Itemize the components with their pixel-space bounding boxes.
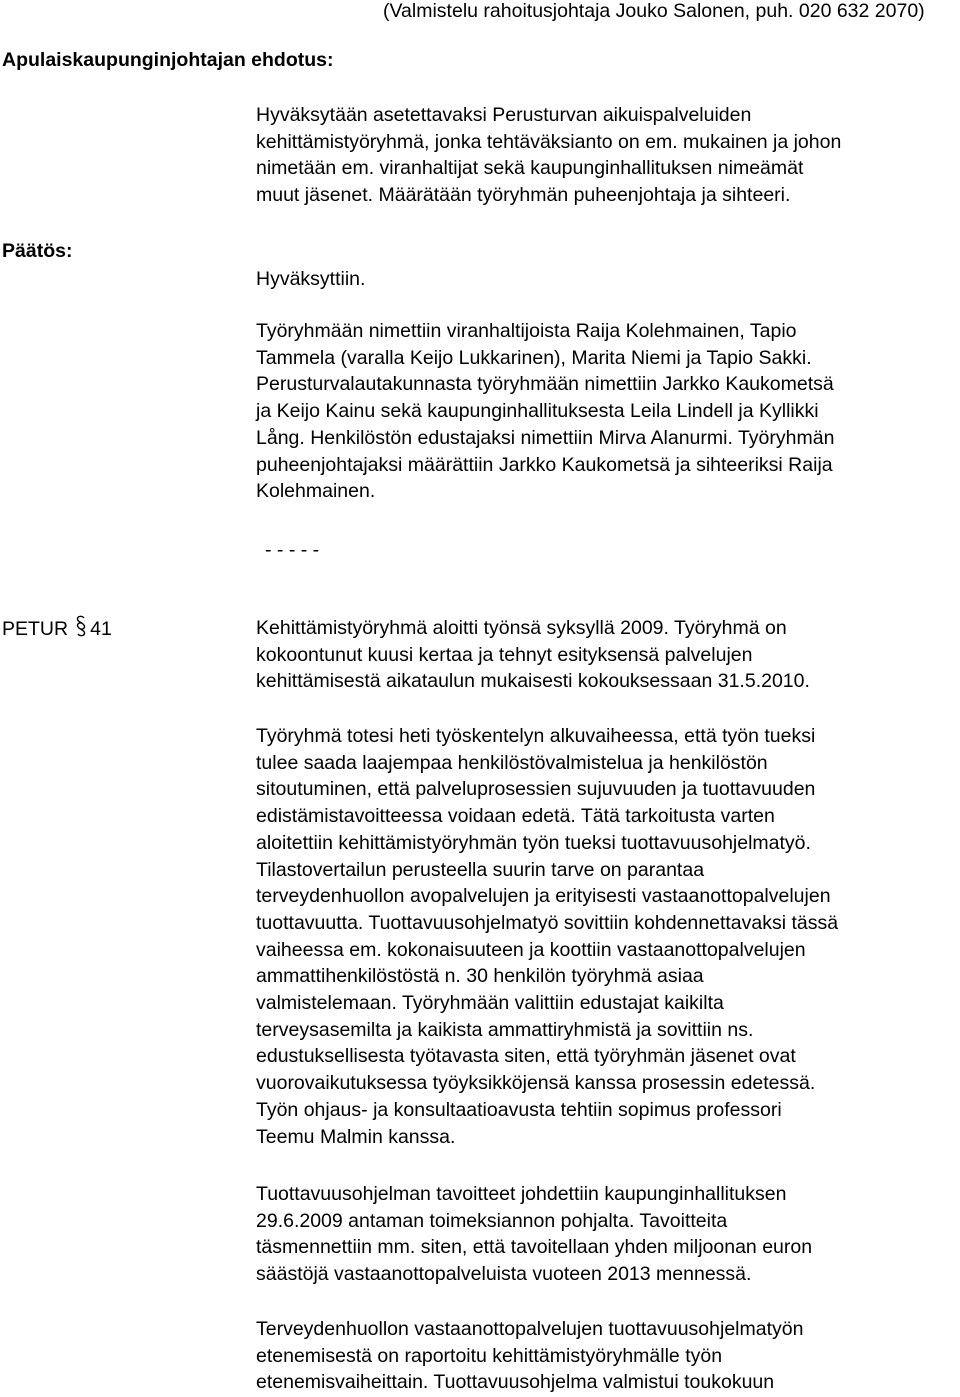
section-line: tulee saada laajempaa henkilöstövalmistelua ja henkilöstön [256, 751, 768, 774]
decision-line: Työryhmään nimettiin viranhaltijoista Raija Kolehmainen, Tapio [256, 320, 797, 342]
section-line: vaiheessa em. kokonaisuuteen ja koottiin vastaanottopalvelujen [256, 938, 806, 961]
section-line: valmistelemaan. Työryhmään valittiin edustajat kaikilta [256, 992, 724, 1015]
section-line: täsmennettiin mm. siten, että tavoitellaan yhden miljoonan euron [256, 1236, 813, 1259]
section-line: sitoutuminen, että palveluprosessien sujuvuuden ja tuottavuuden [256, 778, 816, 801]
section-line: edustuksellisesta työtavasta siten, että työryhmän jäsenet ovat [256, 1045, 796, 1068]
separator: - - - - - [265, 539, 320, 561]
section-line: terveysasemilta ja kaikista ammattiryhmistä ja sovittiin ns. [256, 1018, 754, 1041]
decision-line: puheenjohtajaksi määrättiin Jarkko Kaukometsä ja sihteeriksi Raija [256, 453, 833, 476]
section-number: 41 [90, 618, 112, 641]
section-heading [2, 615, 112, 645]
decision-line: Lång. Henkilöstön edustajaksi nimettiin Mirva Alanurmi. Työryhmän [256, 426, 835, 449]
section-line: etenemisestä on raportoitu kehittämistyöryhmälle työn [256, 1344, 723, 1367]
proposal-line: Hyväksytään asetettavaksi Perusturvan aikuispalveluiden [256, 104, 752, 126]
section-line: Tuottavuusohjelman tavoitteet johdettiin kaupunginhallituksen [256, 1183, 787, 1205]
section-line: Teemu Malmin kanssa. [256, 1125, 456, 1148]
proposal-line: nimetään em. viranhaltijat sekä kaupunginhallituksen nimeämät [256, 157, 804, 180]
decision-line: ja Keijo Kainu sekä kaupunginhallituksesta Leila Lindell ja Kyllikki [256, 400, 819, 423]
proposal-label: Apulaiskaupunginjohtajan ehdotus: [2, 49, 334, 71]
proposal-line: kehittämistyöryhmä, jonka tehtäväksianto on em. mukainen ja johon [256, 130, 842, 153]
section-line: Työryhmä totesi heti työskentelyn alkuvaiheessa, että työn tueksi [256, 725, 816, 747]
decision-line: Tammela (varalla Keijo Lukkarinen), Marita Niemi ja Tapio Sakki. [256, 346, 812, 369]
section-line: Terveydenhuollon vastaanottopalvelujen tuottavuusohjelmatyön [256, 1318, 804, 1340]
decision-text [256, 318, 946, 505]
section-line: kehittämisestä aikataulun mukaisesti kokouksessaan 31.5.2010. [256, 670, 810, 693]
section-line: kokoontunut kuusi kertaa ja tehnyt esityksensä palvelujen [256, 643, 753, 666]
section-line: etenemisvaiheittain. Tuottavuusohjelma valmistui toukokuun [256, 1371, 775, 1394]
section-paragraph [256, 615, 946, 695]
section-line: tuottavuutta. Tuottavuusohjelmatyö sovittiin kohdennettavaksi tässä [256, 911, 839, 934]
proposal-line: muut jäsenet. Määrätään työryhmän puheenjohtaja ja sihteeri. [256, 184, 791, 207]
section-code: PETUR [2, 618, 69, 641]
section-sign-icon [73, 615, 89, 645]
section-paragraph [256, 1181, 946, 1288]
section-line: terveydenhuollon avopalvelujen ja erityisesti vastaanottopalvelujen [256, 885, 831, 908]
section-paragraph [256, 723, 946, 1150]
section-line: 29.6.2009 antaman toimeksiannon pohjalta. Tavoitteita [256, 1209, 728, 1232]
section-line: vuorovaikutuksessa työyksikköjensä kanssa prosessin edetessä. [256, 1072, 816, 1095]
decision-line: Perusturvalautakunnasta työryhmään nimettiin Jarkko Kaukometsä [256, 373, 834, 396]
section-line: Kehittämistyöryhmä aloitti työnsä syksyllä 2009. Työryhmä on [256, 617, 787, 639]
section-paragraph [256, 1316, 946, 1396]
section-line: säästöjä vastaanottopalveluista vuoteen 2013 mennessä. [256, 1263, 752, 1286]
proposal-text [256, 102, 946, 209]
section-line: aloitettiin kehittämistyöryhmän työn tueksi tuottavuusohjelmatyö. [256, 831, 811, 854]
decision-label: Päätös: [2, 240, 73, 262]
decision-line: Kolehmainen. [256, 480, 376, 503]
section-line: Tilastovertailun perusteella suurin tarve on parantaa [256, 858, 705, 881]
decision-accepted: Hyväksyttiin. [256, 268, 366, 290]
section-line: edistämistavoitteessa voidaan edetä. Tätä tarkoitusta varten [256, 805, 775, 828]
section-line: Työn ohjaus- ja konsultaatioavusta tehtiin sopimus professori [256, 1098, 782, 1121]
preparer-note: (Valmistelu rahoitusjohtaja Jouko Salonen, puh. 020 632 2070) [383, 0, 925, 22]
section-line: ammattihenkilöstöstä n. 30 henkilön työryhmä asiaa [256, 965, 704, 988]
